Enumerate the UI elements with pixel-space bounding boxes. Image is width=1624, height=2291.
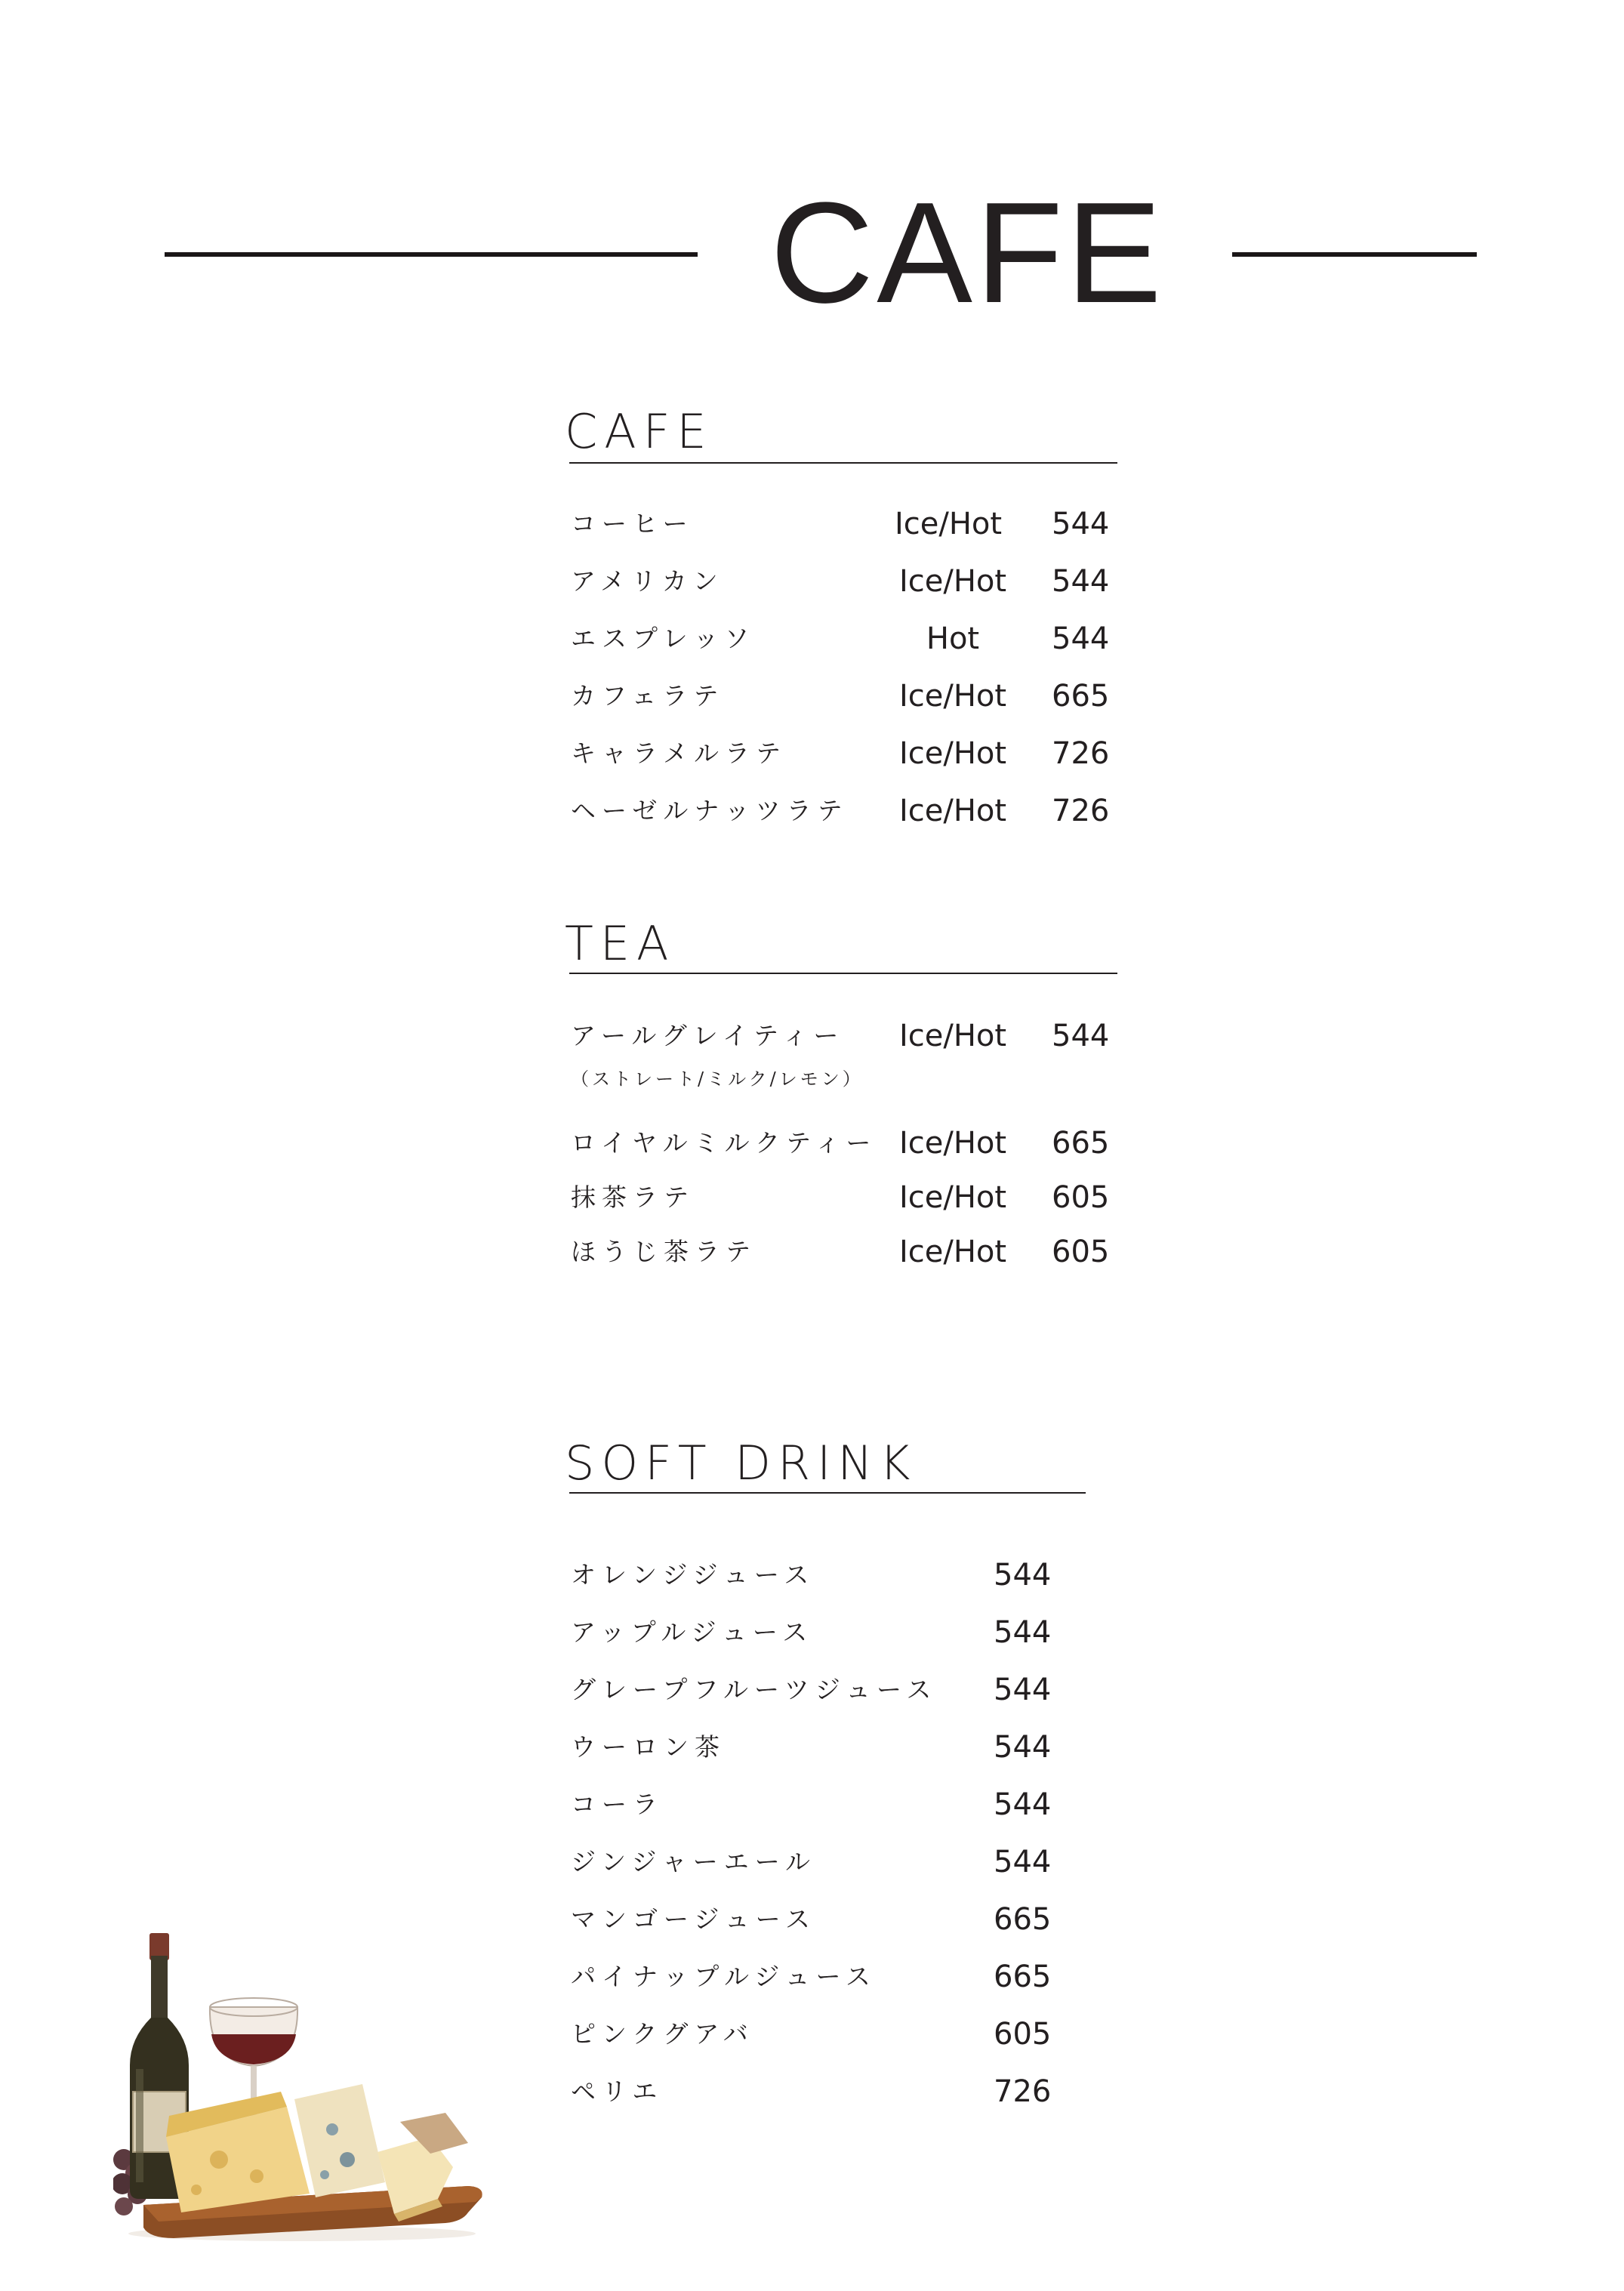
item-name: ジンジャーエール: [571, 1847, 817, 1876]
menu-item: [565, 1956, 1123, 1998]
item-price: 544: [1052, 621, 1110, 656]
item-name: アップルジュース: [571, 1617, 814, 1647]
item-price: 544: [994, 1615, 1052, 1650]
item-price: 665: [1052, 1126, 1110, 1161]
item-temp: Ice/Hot: [898, 564, 1007, 599]
menu-item: [565, 1898, 1123, 1941]
item-name: マンゴージュース: [571, 1904, 817, 1934]
section-title: CAFE: [565, 404, 713, 459]
item-temp: Ice/Hot: [898, 794, 1007, 828]
item-price: 605: [1052, 1180, 1110, 1215]
menu-item: [565, 1231, 1123, 1273]
section-soft-drink: [565, 1433, 1123, 2109]
item-temp: Hot: [926, 621, 980, 656]
item-temp: Ice/Hot: [898, 736, 1007, 771]
item-name: キャラメルラテ: [571, 738, 787, 768]
item-name: カフェラテ: [571, 681, 725, 711]
item-name: アールグレイティー: [571, 1021, 845, 1050]
item-price: 544: [994, 1787, 1052, 1822]
menu-item: [565, 2071, 1123, 2113]
item-name: ヘーゼルナッツラテ: [571, 796, 849, 825]
item-price: 544: [1052, 507, 1110, 541]
item-name: コーラ: [571, 1790, 664, 1819]
item-name: コーヒー: [571, 509, 694, 538]
item-name: 抹茶ラテ: [571, 1183, 695, 1212]
menu-item: [565, 560, 1123, 603]
menu-item: [565, 503, 1123, 545]
item-name: パイナップルジュース: [571, 1962, 877, 1991]
menu-item: [565, 1726, 1123, 1768]
menu-item: [565, 1611, 1123, 1654]
item-name: アメリカン: [571, 566, 724, 596]
item-price: 665: [1052, 679, 1110, 714]
item-name: ペリエ: [571, 2077, 664, 2106]
item-name: エスプレッソ: [571, 624, 756, 653]
menu-item: [565, 790, 1123, 832]
item-price: 605: [994, 2017, 1052, 2052]
menu-item: [565, 1176, 1123, 1219]
item-name: グレープフルーツジュース: [571, 1675, 938, 1704]
title-rule-right: [1232, 252, 1477, 257]
item-price: 726: [1052, 736, 1110, 771]
item-temp: Ice/Hot: [898, 679, 1007, 714]
item-temp: Ice/Hot: [898, 1019, 1007, 1053]
item-price: 726: [994, 2074, 1052, 2109]
item-price: 665: [994, 1960, 1052, 1994]
item-temp: Ice/Hot: [898, 1235, 1007, 1269]
menu-item: [565, 732, 1123, 775]
page-title: CAFE: [770, 173, 1165, 333]
menu-item: [565, 1122, 1123, 1164]
menu-item: [565, 1669, 1123, 1711]
menu-item: [565, 1554, 1123, 1596]
section-title: SOFT DRINK: [565, 1435, 917, 1491]
menu-item: [565, 1015, 1123, 1057]
section-tea: [565, 914, 1123, 1276]
item-price: 665: [994, 1902, 1052, 1937]
item-price: 544: [1052, 1019, 1110, 1053]
item-name: オレンジジュース: [571, 1560, 815, 1590]
menu-item: [565, 2013, 1123, 2055]
item-name: ロイヤルミルクティー: [571, 1128, 877, 1158]
section-rule: [569, 973, 1117, 974]
item-price: 544: [994, 1845, 1052, 1879]
menu-item: [565, 1784, 1123, 1826]
item-price: 544: [994, 1558, 1052, 1593]
item-price: 605: [1052, 1235, 1110, 1269]
item-name: ほうじ茶ラテ: [571, 1237, 757, 1266]
item-name: ピンクグアバ: [571, 2019, 754, 2049]
section-cafe: [565, 402, 1123, 828]
item-price: 726: [1052, 794, 1110, 828]
item-price: 544: [994, 1730, 1052, 1765]
menu-item: [565, 618, 1123, 660]
menu-item: [565, 675, 1123, 717]
item-temp: Ice/Hot: [898, 1126, 1007, 1161]
section-rule: [569, 462, 1117, 464]
title-rule-left: [165, 252, 698, 257]
item-temp: Ice/Hot: [894, 507, 1003, 541]
item-price: 544: [994, 1673, 1052, 1707]
item-temp: Ice/Hot: [898, 1180, 1007, 1215]
item-price: 544: [1052, 564, 1110, 599]
section-title: TEA: [565, 916, 676, 971]
section-rule: [569, 1492, 1086, 1494]
item-name: ウーロン茶: [571, 1732, 726, 1762]
menu-item: [565, 1841, 1123, 1883]
wine-cheese-illustration: [113, 1933, 491, 2243]
item-note: （ストレート/ミルク/レモン）: [571, 1068, 864, 1090]
